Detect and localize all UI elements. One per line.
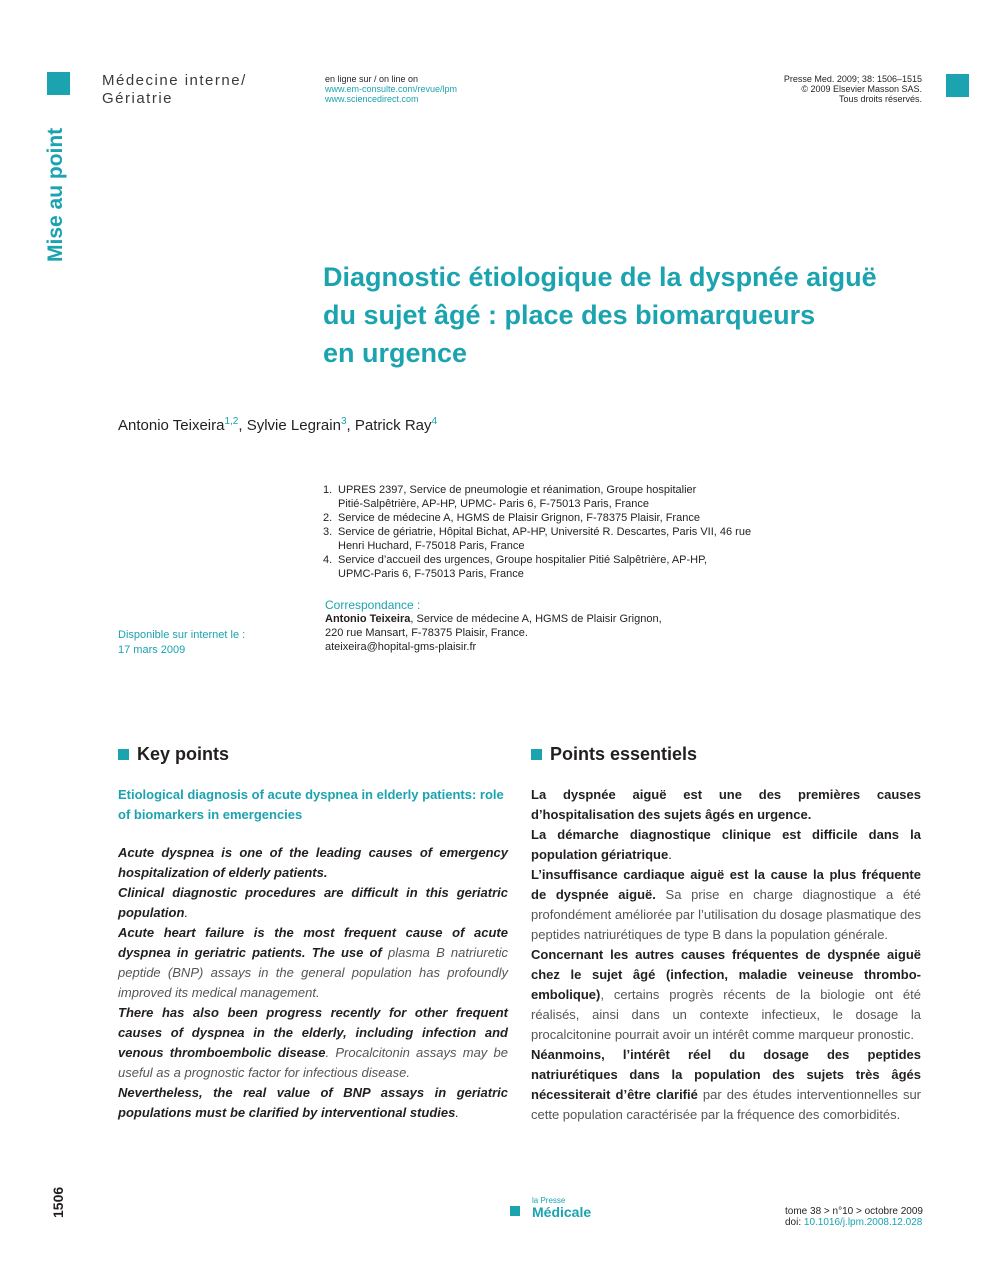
essential-point-text: , certains progrès récents de la biologie ont été réalisés, ainsi dans un contexte infectieux, le dosage la procalcitonine pourrait avoir un intérêt comme marqueur pronostic. <box>531 987 921 1042</box>
essential-point-text: . <box>668 847 672 862</box>
author-sep: , <box>346 417 355 434</box>
issue-info <box>785 1206 923 1228</box>
key-point <box>118 843 508 883</box>
key-point-bold: Acute dyspnea is one of the leading causes of emergency hospitalization of elderly patients. <box>118 845 508 880</box>
affiliation-text: Service de médecine A, HGMS de Plaisir Grignon, F-78375 Plaisir, France <box>338 512 700 524</box>
essential-point-bold: La dyspnée aiguë est une des premières causes d’hospitalisation des sujets âgés en urgence. <box>531 787 921 822</box>
essential-point <box>531 945 921 1045</box>
key-points-heading-text: Key points <box>137 744 230 764</box>
correspondence-block <box>325 598 662 654</box>
key-points-subtitle: Etiological diagnosis of acute dyspnea in elderly patients: role of biomarkers in emergencies <box>118 787 504 822</box>
section-line-2: Gériatrie <box>102 90 174 107</box>
availability-label: Disponible sur internet le : <box>118 629 246 641</box>
section-label <box>102 72 247 108</box>
journal-logo <box>510 1196 591 1219</box>
citation-block <box>784 74 922 104</box>
author-affil-ref: 1,2 <box>224 416 239 427</box>
essential-point-text: par des études interventionnelles sur cette population caractérisée par la fréquence des comorbidités. <box>531 1087 921 1122</box>
author-list <box>118 416 437 434</box>
affiliation-text: Henri Huchard, F-75018 Paris, France <box>338 540 525 552</box>
affiliation-number: 3. <box>323 526 333 538</box>
author-name: Patrick Ray <box>354 417 432 434</box>
key-points-column <box>118 744 508 1123</box>
heading-square-icon <box>531 749 542 760</box>
key-point-text: plasma B natriuretic peptide (BNP) assays in the general population has profoundly improved its medical management. <box>118 945 508 1000</box>
affiliation-item <box>323 483 753 511</box>
title-line-1: Diagnostic étiologique de la dyspnée aiguë <box>323 262 877 292</box>
essential-point-bold: Néanmoins, l’intérêt réel du dosage des peptides natriurétiques dans la population des sujets très âgés nécessiterait d’être clarifié <box>531 1047 921 1102</box>
article-title <box>323 258 923 372</box>
title-line-3: en urgence <box>323 338 468 368</box>
affiliation-text: Pitié-Salpêtrière, AP-HP, UPMC- Paris 6, F-75013 Paris, France <box>338 498 649 510</box>
affiliation-text: UPRES 2397, Service de pneumologie et réanimation, Groupe hospitalier <box>338 484 697 496</box>
doi-label: doi: <box>785 1217 804 1228</box>
affiliation-list <box>323 483 753 581</box>
doi-line <box>785 1217 923 1228</box>
correspondence-name: Antonio Teixeira <box>325 613 411 625</box>
section-line-1: Médecine interne/ <box>102 72 247 89</box>
copyright: © 2009 Elsevier Masson SAS. <box>801 84 922 94</box>
key-point <box>118 883 508 923</box>
affiliation-number: 4. <box>323 554 333 566</box>
key-point-bold: Acute heart failure is the most frequent cause of acute dyspnea in geriatric patients. The use of <box>118 925 508 960</box>
author-affil-ref: 4 <box>431 416 438 427</box>
online-label: en ligne sur / on line on <box>325 74 419 84</box>
online-info <box>325 74 457 104</box>
key-point-text: . Procalcitonin assays may be useful as a prognostic factor for infectious disease. <box>118 1045 508 1080</box>
online-url-2[interactable]: www.sciencedirect.com <box>325 94 419 104</box>
key-point-bold: There has also been progress recently for other frequent causes of dyspnea in the elderly, including infection and venous thromboembolic disease <box>118 1005 508 1060</box>
affiliation-item <box>323 511 753 525</box>
key-point-text: . <box>455 1105 459 1120</box>
logo-square-icon <box>510 1206 520 1216</box>
affiliation-text: Service d’accueil des urgences, Groupe hospitalier Pitié Salpêtrière, AP-HP, <box>338 554 708 566</box>
essential-point-text: Sa prise en charge diagnostique a été profondément améliorée par l’utilisation du dosage plasmatique des peptides natriurétiques de type B dans la population générale. <box>531 887 921 942</box>
heading-square-icon <box>118 749 129 760</box>
issue-line: tome 38 > n°10 > octobre 2009 <box>785 1206 923 1217</box>
correspondence-email[interactable]: ateixeira@hopital-gms-plaisir.fr <box>325 641 477 653</box>
key-point-bold: Clinical diagnostic procedures are difficult in this geriatric population <box>118 885 508 920</box>
author-name: Sylvie Legrain <box>246 417 341 434</box>
affiliation-text: UPMC-Paris 6, F-75013 Paris, France <box>338 568 524 580</box>
key-point-text: . <box>184 905 189 920</box>
author-affil-ref: 3 <box>340 416 347 427</box>
essential-point <box>531 785 921 825</box>
title-line-2: du sujet âgé : place des biomarqueurs <box>323 300 816 330</box>
affiliation-item <box>323 525 753 553</box>
key-point <box>118 1003 508 1083</box>
logo-big-text: Médicale <box>532 1204 592 1220</box>
affiliation-number: 1. <box>323 484 333 496</box>
header-square-left <box>47 72 70 95</box>
correspondence-address: , Service de médecine A, HGMS de Plaisir Grignon, <box>410 613 662 625</box>
correspondence-line-2: 220 rue Mansart, F-78375 Plaisir, France. <box>325 627 528 639</box>
affiliation-text: Service de gériatrie, Hôpital Bichat, AP-HP, Université R. Descartes, Paris VII, 46 rue <box>338 526 752 538</box>
key-point <box>118 1083 508 1123</box>
author-sep: , <box>238 417 247 434</box>
author-name: Antonio Teixeira <box>118 417 225 434</box>
essential-point <box>531 865 921 945</box>
citation: Presse Med. 2009; 38: 1506–1515 <box>783 74 922 84</box>
affiliation-number: 2. <box>323 512 333 524</box>
vertical-section-label: Mise au point <box>44 127 67 262</box>
key-point <box>118 923 508 1003</box>
doi-link[interactable]: 10.1016/j.lpm.2008.12.028 <box>803 1217 923 1228</box>
availability-info <box>118 628 245 658</box>
essential-point <box>531 1045 921 1125</box>
availability-date: 17 mars 2009 <box>118 644 186 656</box>
essential-point <box>531 825 921 865</box>
correspondence-label: Correspondance : <box>325 598 421 612</box>
header-square-right <box>946 74 969 97</box>
key-points-heading <box>118 744 508 765</box>
online-url-1[interactable]: www.em-consulte.com/revue/lpm <box>325 84 458 94</box>
essential-point-bold: Concernant les autres causes fréquentes de dyspnée aiguë chez le sujet âgé (infection, maladie veineuse thrombo-embolique) <box>531 947 921 1002</box>
key-point-bold: Nevertheless, the real value of BNP assays in geriatric populations must be clarified by interventional studies <box>118 1085 508 1120</box>
page-number: 1506 <box>50 1186 66 1218</box>
points-essentiels-heading-text: Points essentiels <box>550 744 698 764</box>
rights: Tous droits réservés. <box>838 94 922 104</box>
affiliation-item <box>323 553 753 581</box>
correspondence-line-1 <box>325 612 662 626</box>
logo-small-text: la Presse <box>532 1196 566 1205</box>
essential-point-bold: L’insuffisance cardiaque aiguë est la cause la plus fréquente de dyspnée aiguë. <box>531 867 921 902</box>
essential-point-bold: La démarche diagnostique clinique est difficile dans la population gériatrique <box>531 827 921 862</box>
points-essentiels-column <box>531 744 921 1125</box>
points-essentiels-heading <box>531 744 921 765</box>
